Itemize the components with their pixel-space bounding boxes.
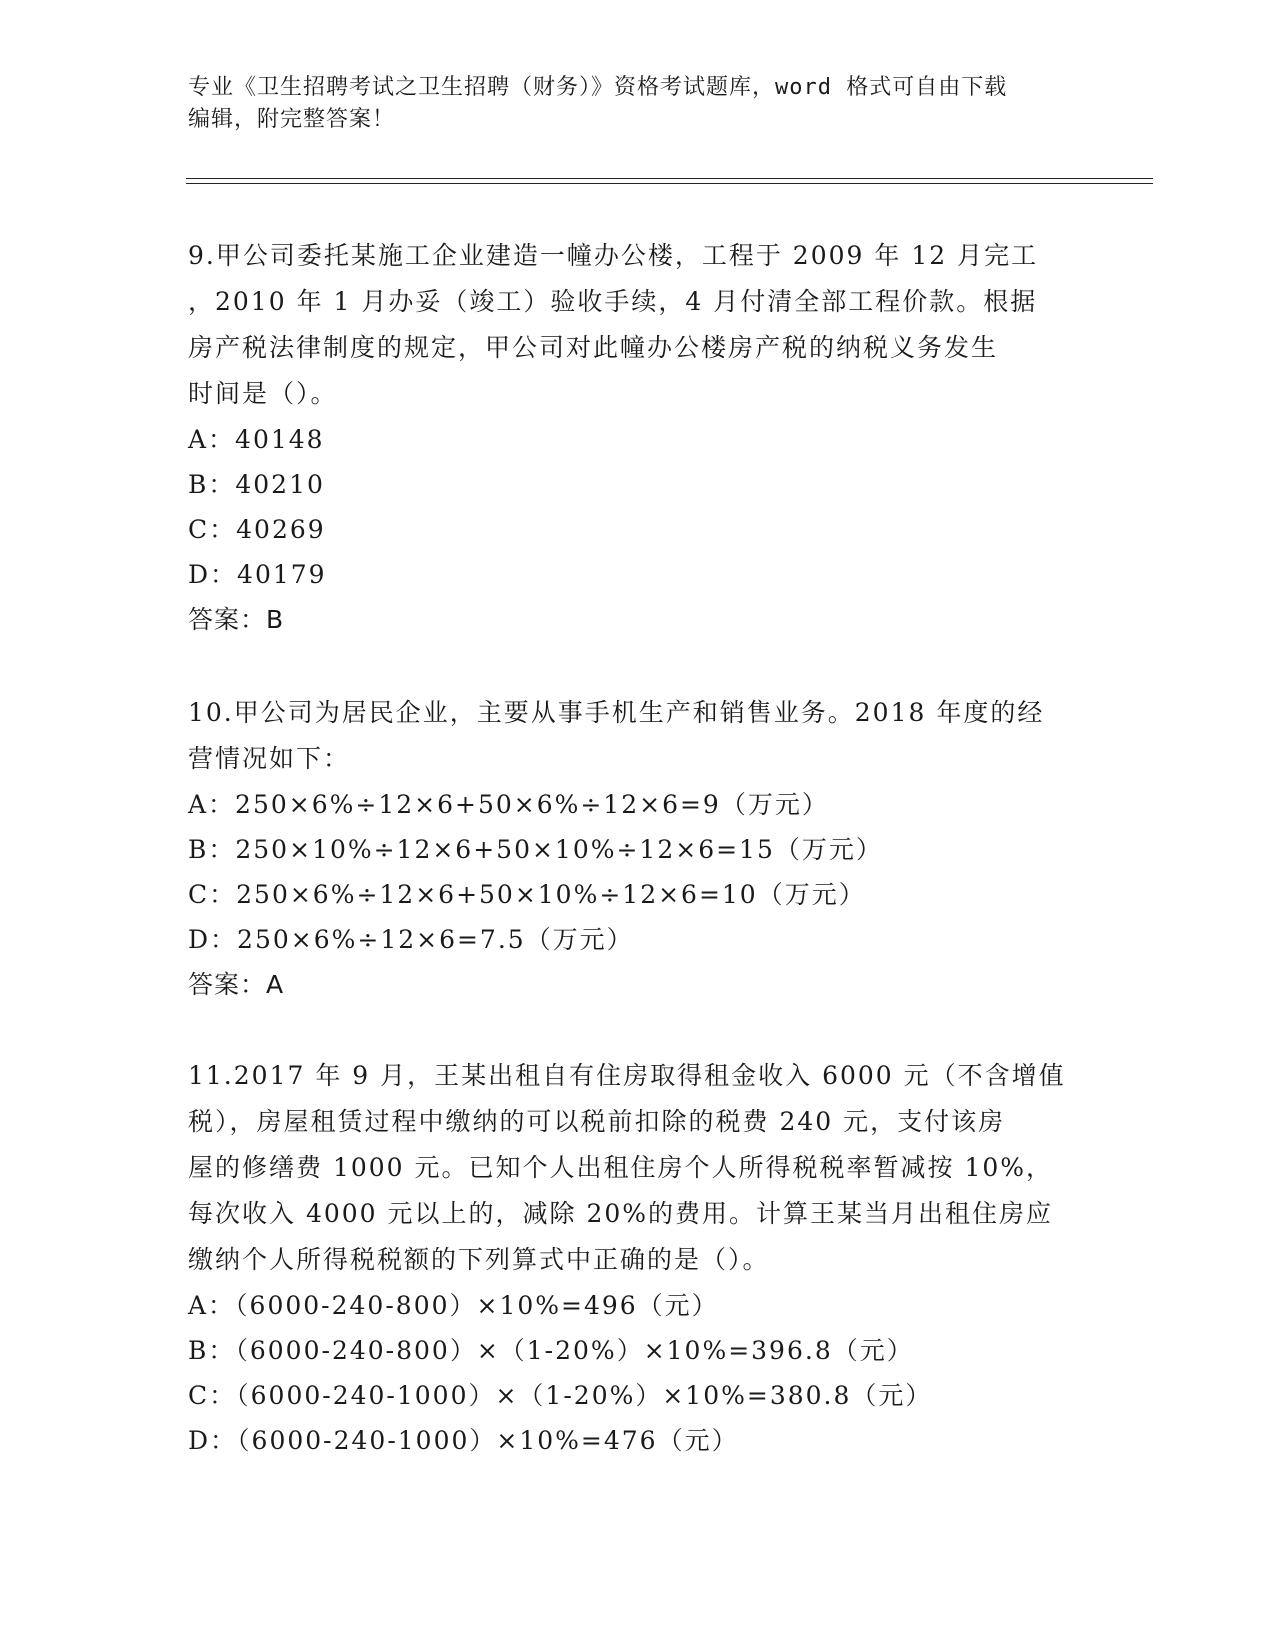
stem-line: 11.2017 年 9 月，王某出租自有住房取得租金收入 6000 元（不含增值 xyxy=(188,1061,1066,1090)
option-a: A：40148 xyxy=(188,425,325,454)
question-11 xyxy=(188,1053,1078,1463)
stem-line: ，2010 年 1 月办妥（竣工）验收手续，4 月付清全部工程价款。根据 xyxy=(188,287,1038,316)
option-b: B：（6000-240-800）×（1-20%）×10%=396.8（元） xyxy=(188,1336,914,1365)
stem-line: 税），房屋租赁过程中缴纳的可以税前扣除的税费 240 元，支付该房 xyxy=(188,1107,1006,1136)
header-line-2: 编辑，附完整答案！ xyxy=(188,107,396,132)
option-a: A：250×6%÷12×6+50×6%÷12×6=9（万元） xyxy=(188,790,829,819)
answer-line: 答案：A xyxy=(188,970,285,999)
option-a: A：（6000-240-800）×10%=496（元） xyxy=(188,1291,719,1320)
header-divider-bottom xyxy=(186,183,1153,184)
option-b: B：40210 xyxy=(188,470,325,499)
stem-line: 房产税法律制度的规定，甲公司对此幢办公楼房产税的纳税义务发生 xyxy=(188,333,999,362)
stem-line: 10.甲公司为居民企业，主要从事手机生产和销售业务。2018 年度的经 xyxy=(188,698,1045,727)
stem-line: 每次收入 4000 元以上的，减除 20%的费用。计算王某当月出租住房应 xyxy=(188,1199,1054,1228)
question-10 xyxy=(188,690,1078,1008)
option-d: D：40179 xyxy=(188,560,327,589)
stem-line: 时间是（）。 xyxy=(188,379,338,408)
option-c: C：40269 xyxy=(188,515,326,544)
question-stem xyxy=(188,690,1078,782)
option-b: B：250×10%÷12×6+50×10%÷12×6=15（万元） xyxy=(188,835,883,864)
option-d: D：（6000-240-1000）×10%=476（元） xyxy=(188,1426,739,1455)
option-c: C：250×6%÷12×6+50×10%÷12×6=10（万元） xyxy=(188,880,866,909)
header-line-1: 专业《卫生招聘考试之卫生招聘（财务）》资格考试题库，word 格式可自由下载 xyxy=(188,75,1008,100)
header-divider-top xyxy=(186,178,1153,179)
question-9 xyxy=(188,233,1078,643)
question-stem xyxy=(188,1053,1078,1283)
stem-line: 9.甲公司委托某施工企业建造一幢办公楼，工程于 2009 年 12 月完工 xyxy=(188,241,1039,270)
question-stem xyxy=(188,233,1078,417)
option-c: C：（6000-240-1000）×（1-20%）×10%=380.8（元） xyxy=(188,1381,933,1410)
stem-line: 屋的修缮费 1000 元。已知个人出租住房个人所得税税率暂减按 10%， xyxy=(188,1153,1054,1182)
document-header xyxy=(188,72,1078,136)
stem-line: 缴纳个人所得税税额的下列算式中正确的是（）。 xyxy=(188,1245,770,1274)
stem-line: 营情况如下： xyxy=(188,744,351,773)
option-d: D：250×6%÷12×6=7.5（万元） xyxy=(188,925,634,954)
answer-line: 答案：B xyxy=(188,605,285,634)
